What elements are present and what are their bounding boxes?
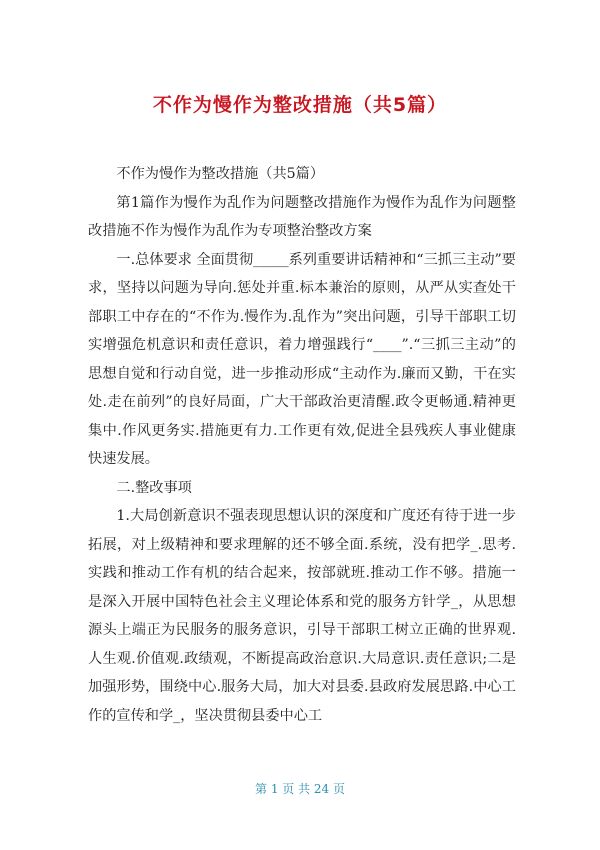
paragraph: 1.大局创新意识不强表现思想认识的深度和广度还有待于进一步拓展，对上级精神和要求理解的还不够全面.系统，没有把学_.思考.实践和推动工作有机的结合起来，按部就班.推动工作不够。措施一是深入开展中国特色社会主义理论体系和党的服务方针学_，从思想源头上端正为民服务的服务意识，引导干部职工树立正确的世界观.人生观.价值观.政绩观，不断提高政治意识.大局意识.责任意识;二是加强形势，围绕中心.服务大局，加大对县委.县政府发展思路.中心工作的宣传和学_，坚决贯彻县委中心工 [88, 508, 516, 724]
paragraph: 二.整改事项 [116, 479, 192, 496]
paragraph: 不作为慢作为整改措施（共5篇） [116, 166, 325, 182]
paragraph: 第1篇作为慢作为乱作为问题整改措施作为慢作为乱作为问题整改措施不作为慢作为乱作为专项整治整改方案 [88, 194, 516, 239]
page-footer: 第 1 页 共 24 页 [255, 782, 345, 796]
paragraph: 一.总体要求 全面贯彻_____系列重要讲话精神和“三抓三主动”要求，坚持以问题为导向.惩处并重.标本兼治的原则，从严从实查处干部职工中存在的“不作为.慢作为.乱作为”突出问题，引导干部职工切实增强危机意识和责任意识，着力增强践行“____”.“三抓三主动”的思想自觉和行动自觉，进一步推动形成“主动作为.廉而又勤，干在实处.走在前列”的良好局面，广大干部政治更清醒.政令更畅通.精神更集中.作风更务实.措施更有力.工作更有效,促进全县残疾人事业健康快速发展。 [88, 251, 516, 467]
document-body [88, 160, 516, 730]
document-title: 不作为慢作为整改措施（共5篇） [152, 94, 448, 116]
